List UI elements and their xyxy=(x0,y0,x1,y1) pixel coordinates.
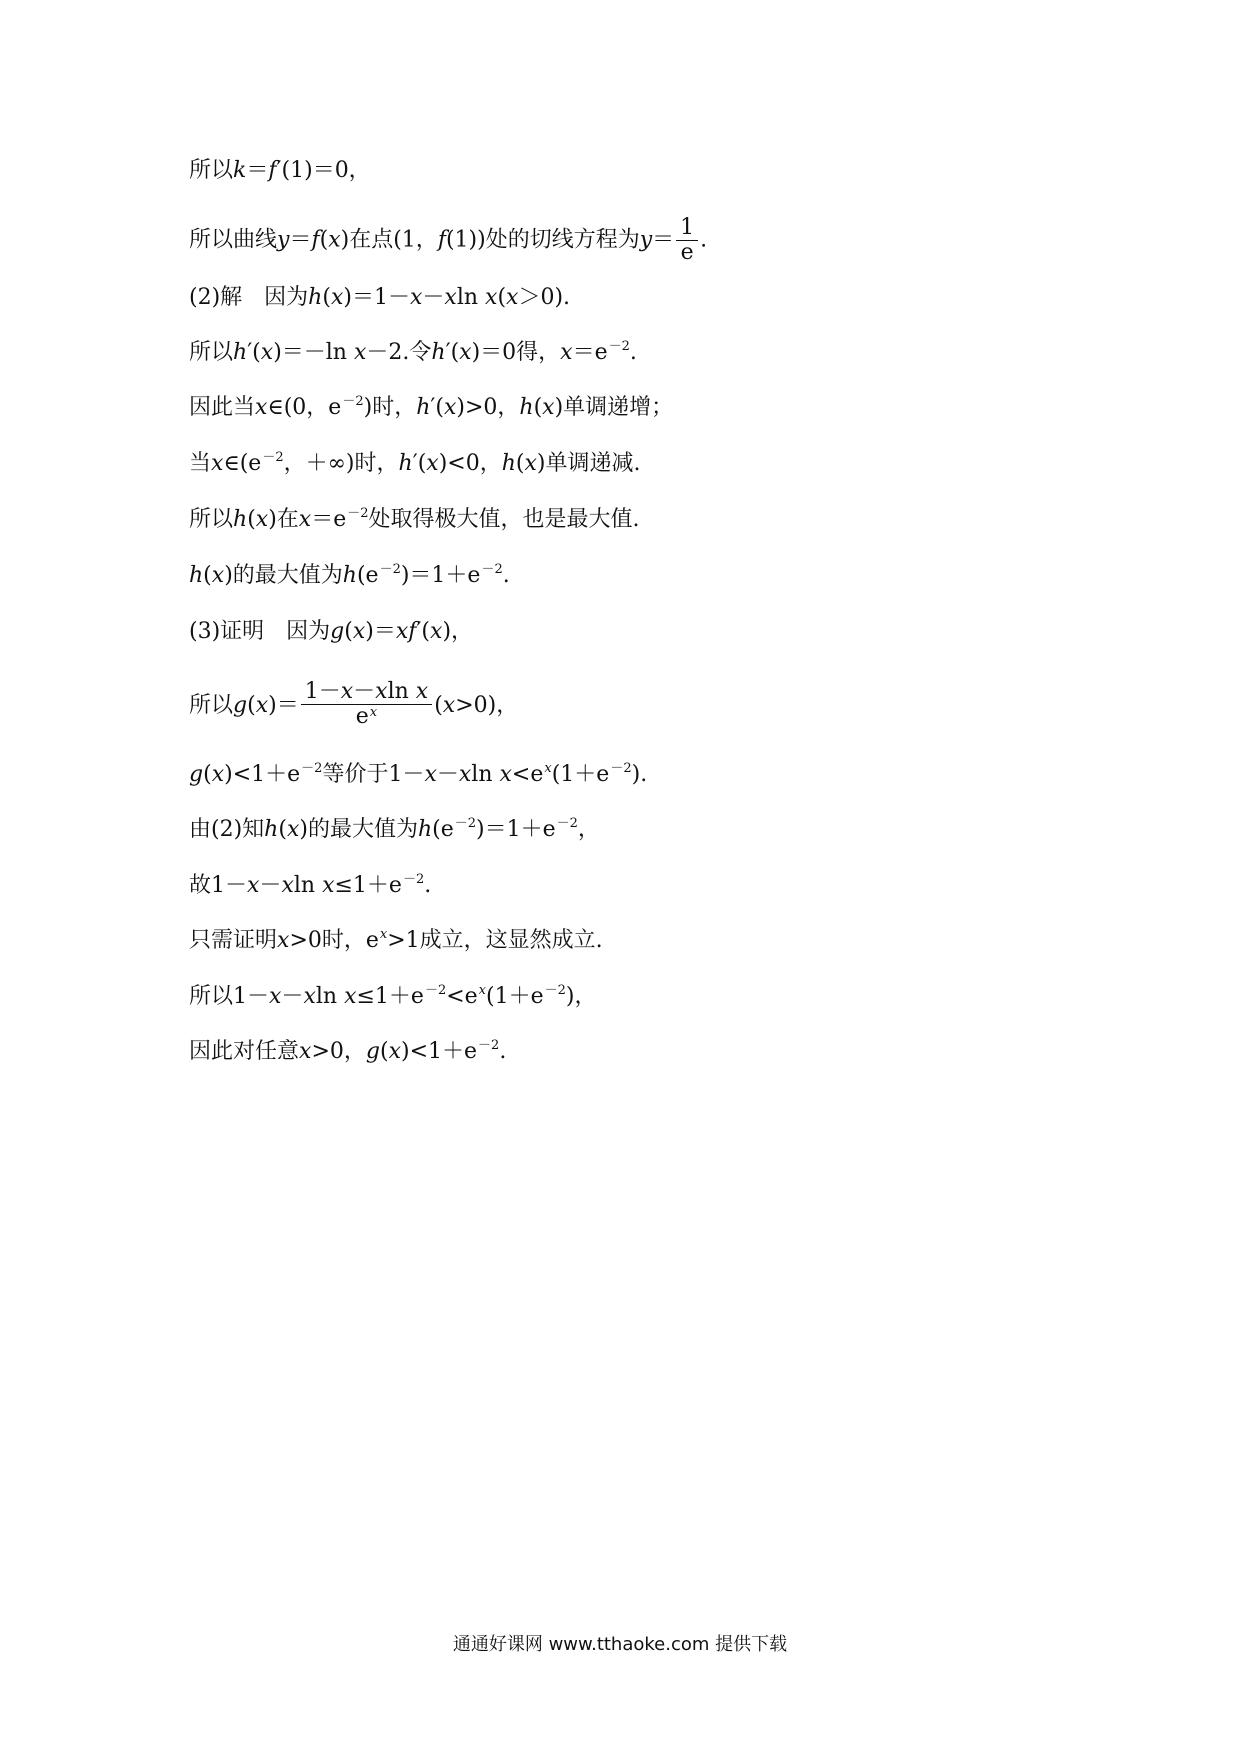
text-line-3: (2)解 因为h(x)＝1－x－xln x(x＞0). xyxy=(189,285,571,310)
text-line-1: 所以k＝f′(1)＝0， xyxy=(189,158,371,183)
text-line-12: 由(2)知h(x)的最大值为$h(e^{-2})=1+e^{-2}$， xyxy=(189,816,600,842)
fraction-g-of-x: $\frac{\text{1－x－xln x}}{e^x}$ xyxy=(301,680,432,732)
text-line-13: 故1－x－xln $x\le 1+e^{-2}$. xyxy=(189,872,432,898)
text-line-9: (3)证明 因为g(x)＝xf′(x)， xyxy=(189,619,474,644)
text-line-15: 所以1－x－xln $x\le 1+e^{-2}<e^x(1+e^{-2})$， xyxy=(189,983,597,1009)
text-line-5: 因此当x∈(0，$e^{-2}$)时，h′(x)>0，h(x)单调递增； xyxy=(189,394,674,420)
text-line-2: 所以曲线y＝f(x)在点(1，f(1))处的切线方程为y＝ $\frac{1}{e}$ . xyxy=(189,215,708,265)
text-line-10: 所以g(x)＝ $\frac{\text{1－x－xln x}}{e^x}$ (x>0)， xyxy=(189,680,518,732)
page-footer: 通通好课网 www.tthaoke.com 提供下载 xyxy=(452,1634,788,1655)
text-line-16: 因此对任意x>0，$g(x)<1+e^{-2}$. xyxy=(189,1038,507,1064)
fraction-one-over-e: $\frac{1}{e}$ xyxy=(676,216,698,265)
text-line-6: 当$x\in(e^{-2}$，＋∞)时，h′(x)<0，h(x)单调递减. xyxy=(189,450,641,476)
text-line-4: 所以h′(x)＝－ln x－2.令h′(x)＝0得，$x=e^{-2}$. xyxy=(189,339,637,365)
text-line-11: $g(x)<1+e^{-2}$等价于1－x－xln $x<e^x(1+e^{-2})$. xyxy=(189,761,648,787)
text-line-7: 所以h(x)在$x=e^{-2}$处取得极大值，也是最大值. xyxy=(189,506,640,532)
text-line-14: 只需证明x>0时，$e^x>1$成立，这显然成立. xyxy=(189,927,603,953)
text-line-8: h(x)的最大值为$h(e^{-2})=1+e^{-2}$. xyxy=(189,562,510,588)
